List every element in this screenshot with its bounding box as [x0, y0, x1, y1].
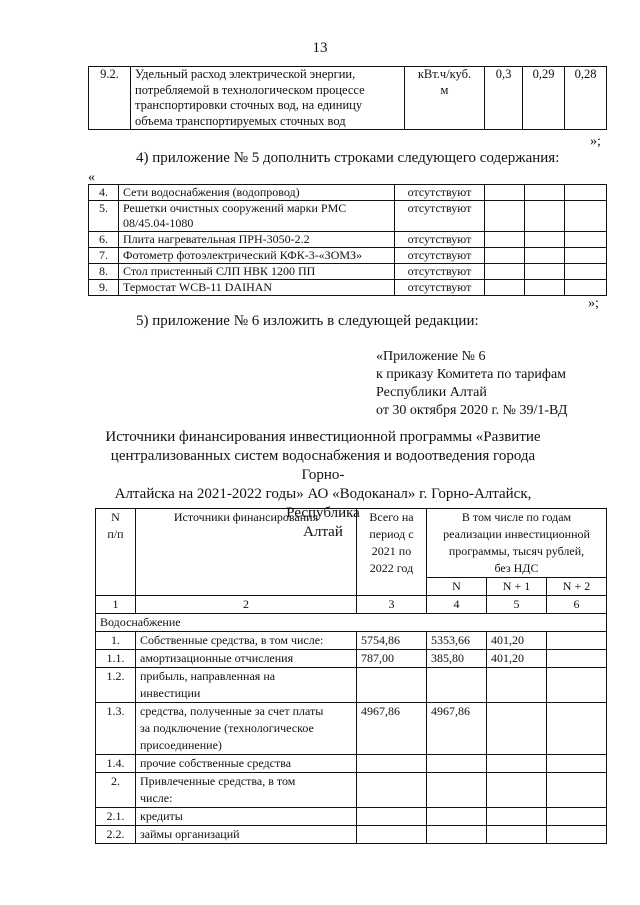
row-value-2: 0,29 [523, 67, 565, 130]
header-n: N [427, 578, 487, 596]
header-n2: N + 2 [547, 578, 607, 596]
table1-close-quote: »; [590, 134, 601, 149]
table-indicator [88, 66, 607, 130]
table2-close-quote: »; [588, 296, 599, 311]
table-row: 8. Стол пристенный СЛП НВК 1200 ПП отсутствуют [89, 264, 607, 280]
row-number: 9.2. [89, 67, 131, 130]
table-row: 1.3. средства, полученные за счет платы за подключение (технологическое присоединение) 4967,86 4967,86 [96, 703, 607, 755]
row-value-1: 0,3 [485, 67, 523, 130]
header-source: Источники финансирования [136, 509, 357, 596]
instruction-4: 4) приложение № 5 дополнить строками следующего содержания: [136, 150, 560, 166]
table-index-row: 1 2 3 4 5 6 [96, 596, 607, 614]
header-years: В том числе по годам реализации инвестиционной программы, тысяч рублей, без НДС [427, 509, 607, 578]
table-row: 2.2. займы организаций [96, 826, 607, 844]
table-equipment [88, 184, 607, 296]
table-row: 1.4. прочие собственные средства [96, 755, 607, 773]
instruction-5: 5) приложение № 6 изложить в следующей редакции: [136, 313, 479, 329]
row-description: Удельный расход электрической энергии, потребляемой в технологическом процессе транспортировки сточных вод, на единицу объема транспортируемых сточных вод [131, 67, 405, 130]
table-row: 2. Привлеченные средства, в том числе: [96, 773, 607, 808]
table-row: 4. Сети водоснабжения (водопровод) отсутствуют [89, 185, 607, 201]
table-row: 1.2. прибыль, направленная на инвестиции [96, 668, 607, 703]
table-row: 9. Термостат WCB-11 DAIHAN отсутствуют [89, 280, 607, 296]
table-row: 1. Собственные средства, в том числе: 5754,86 5353,66 401,20 [96, 632, 607, 650]
header-total: Всего на период с 2021 по 2022 год [357, 509, 427, 596]
table-row: 6. Плита нагревательная ПРН-3050-2.2 отсутствуют [89, 232, 607, 248]
open-quote: « [88, 170, 95, 185]
table-row: 5. Решетки очистных сооружений марки РМС 08/45.04-1080 отсутствуют [89, 201, 607, 232]
row-value-3: 0,28 [565, 67, 607, 130]
header-n1: N + 1 [487, 578, 547, 596]
table-row: 2.1. кредиты [96, 808, 607, 826]
page-number: 13 [312, 40, 328, 56]
document-title: Источники финансирования инвестиционной программы «Развитие централизованных систем водоснабжения и водоотведения города Горно- Алтайска на 2021-2022 годы» АО «Водоканал» г. Горно-Алтайск, Республика Алтай [105, 429, 541, 540]
section-label: Водоснабжение [96, 614, 607, 632]
table-header-row [96, 509, 607, 578]
table-row: 7. Фотометр фотоэлектрический КФК-3-«ЗОМЗ» отсутствуют [89, 248, 607, 264]
appendix-header: «Приложение № 6 к приказу Комитета по тарифам Республики Алтай от 30 октября 2020 г. № 39/1-ВД [376, 349, 568, 418]
table-section-row [96, 614, 607, 632]
table-row: 1.1. амортизационные отчисления 787,00 385,80 401,20 [96, 650, 607, 668]
table-financing [95, 508, 607, 844]
table-row [89, 67, 607, 130]
row-unit: кВт.ч/куб. м [405, 67, 485, 130]
header-num: N п/п [96, 509, 136, 596]
